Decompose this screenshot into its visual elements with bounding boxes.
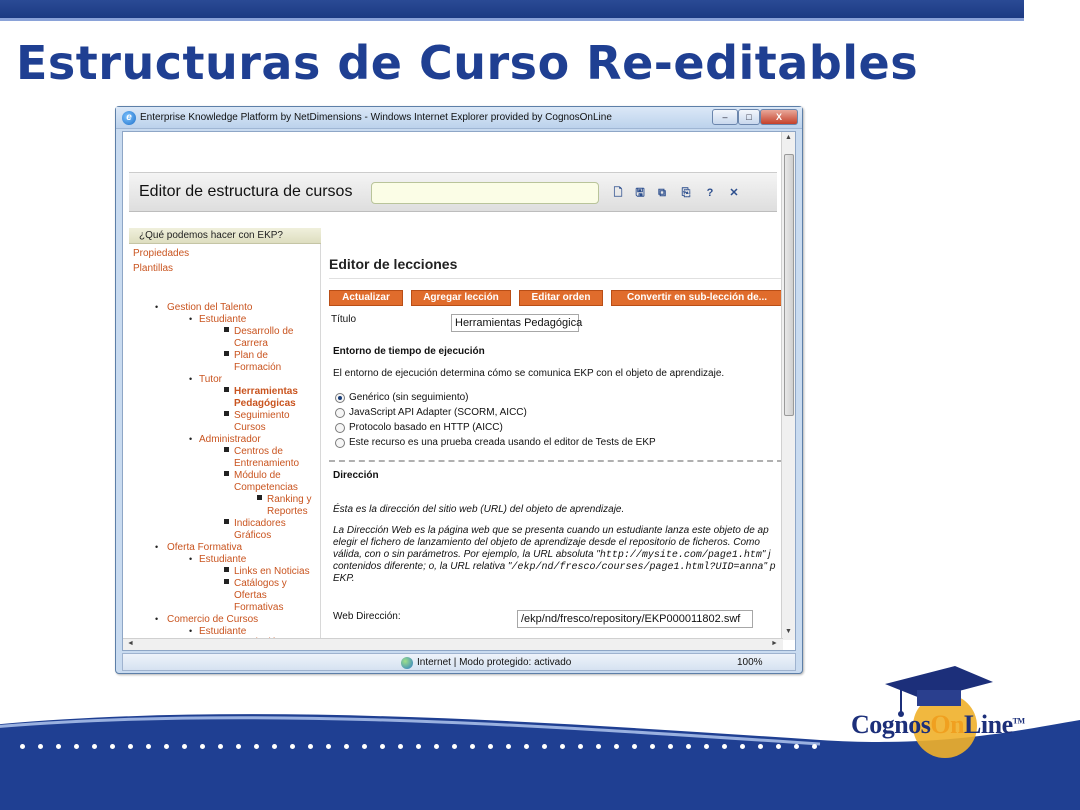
direccion-paragraph-line5: EKP. — [333, 573, 355, 584]
tree-square — [224, 351, 229, 356]
tree-item-gestion[interactable]: Gestion del Talento — [167, 302, 253, 313]
tree-item-comercio[interactable]: Comercio de Cursos — [167, 614, 259, 625]
slide-title: Estructuras de Curso Re-editables — [16, 36, 919, 90]
dot — [776, 744, 781, 749]
para-4a: contenidos diferente; o, la URL relativa " — [333, 561, 512, 572]
agregar-leccion-button[interactable]: Agregar lección — [411, 290, 511, 306]
dot — [110, 744, 115, 749]
direccion-paragraph-line2: elegir el fichero de lanzamiento del objeto de aprendizaje desde el repositorio de ficheros. Como — [333, 537, 760, 548]
radio-http-label: Protocolo basado en HTTP (AICC) — [349, 422, 503, 433]
logo-text-on: On — [930, 710, 965, 739]
dot — [740, 744, 745, 749]
tree-item-modulo[interactable]: Módulo de — [234, 470, 281, 481]
sidebar-tab[interactable]: ¿Qué podemos hacer con EKP? — [129, 228, 321, 244]
top-banner-stripe — [0, 18, 1024, 21]
dot — [182, 744, 187, 749]
tree-bullet: • — [189, 374, 193, 384]
browser-window — [115, 106, 803, 674]
dot — [56, 744, 61, 749]
editor-toolbar — [129, 172, 777, 212]
status-text: Internet | Modo protegido: activado — [417, 657, 572, 668]
direccion-description: Ésta es la dirección del sitio web (URL) del objeto de aprendizaje. — [333, 504, 625, 515]
dot — [272, 744, 277, 749]
radio-test-label: Este recurso es una prueba creada usando el editor de Tests de EKP — [349, 437, 656, 448]
editor-title: Editor de estructura de cursos — [139, 183, 353, 200]
logo-text — [851, 710, 1025, 740]
tree-item-seguimiento[interactable]: Seguimiento — [234, 410, 290, 421]
tree-square — [224, 387, 229, 392]
para-3a: válida, con o sin parámetros. Por ejemplo, la URL absoluta " — [333, 549, 600, 560]
dot — [254, 744, 259, 749]
tree-square — [224, 579, 229, 584]
tree-item-centros[interactable]: Centros de — [234, 446, 283, 457]
dot — [614, 744, 619, 749]
tree-item-plan-2[interactable]: Formación — [234, 362, 282, 373]
maximize-button[interactable]: □ — [738, 109, 760, 125]
tree-item-catalogos-2[interactable]: Ofertas — [234, 590, 267, 601]
tree-square — [224, 471, 229, 476]
tree-bullet: • — [189, 554, 193, 564]
tree-item-seguimiento-2[interactable]: Cursos — [234, 422, 266, 433]
dot — [524, 744, 529, 749]
dot — [92, 744, 97, 749]
dot — [488, 744, 493, 749]
lesson-editor-title: Editor de lecciones — [329, 256, 458, 272]
actualizar-button[interactable]: Actualizar — [329, 290, 403, 306]
entorno-heading: Entorno de tiempo de ejecución — [333, 346, 485, 357]
horizontal-scrollbar[interactable] — [123, 638, 783, 650]
cognosonline-logo — [845, 660, 1024, 768]
web-direccion-label: Web Dirección: — [333, 611, 401, 622]
tree-item-tutor[interactable]: Tutor — [199, 374, 222, 385]
tree-item-ranking-2[interactable]: Reportes — [267, 506, 308, 517]
dot — [146, 744, 151, 749]
tree-square — [257, 495, 262, 500]
dot — [200, 744, 205, 749]
dot — [470, 744, 475, 749]
radio-generico[interactable] — [335, 393, 345, 403]
tree-square — [224, 411, 229, 416]
radio-http[interactable] — [335, 423, 345, 433]
dot — [74, 744, 79, 749]
tree-item-administrador[interactable]: Administrador — [199, 434, 261, 445]
close-icon[interactable]: ✕ — [729, 187, 739, 199]
dot — [398, 744, 403, 749]
dot — [506, 744, 511, 749]
scrollbar-thumb[interactable] — [784, 154, 794, 416]
copy-icon[interactable]: ⧉ — [658, 187, 666, 199]
dot — [758, 744, 763, 749]
help-icon[interactable]: ? — [706, 187, 714, 199]
example-relative-url: /ekp/nd/fresco/courses/page1.html?UID=anna — [511, 562, 764, 573]
new-icon[interactable]: 🗋 — [613, 187, 623, 199]
dot — [218, 744, 223, 749]
dot — [650, 744, 655, 749]
status-bar — [122, 653, 796, 671]
window-title: Enterprise Knowledge Platform by NetDimensions - Windows Internet Explorer provided by CognosOnLine — [140, 112, 612, 123]
vertical-scrollbar[interactable] — [781, 132, 795, 640]
dot — [362, 744, 367, 749]
para-3c: " j — [761, 549, 771, 560]
dot — [560, 744, 565, 749]
dot — [164, 744, 169, 749]
lesson-editor-panel — [329, 228, 783, 640]
direccion-paragraph-line1: La Dirección Web es la página web que se presenta cuando un estudiante lanza este objeto de ap — [333, 525, 769, 536]
entorno-description: El entorno de ejecución determina cómo se comunica EKP con el objeto de aprendizaje. — [333, 368, 725, 379]
window-titlebar — [116, 107, 802, 129]
tree-bullet: • — [155, 302, 159, 312]
dot — [668, 744, 673, 749]
divider — [329, 278, 783, 279]
tree-item-indicadores-2[interactable]: Gráficos — [234, 530, 272, 541]
tree-square — [224, 447, 229, 452]
scroll-up-icon[interactable]: ▲ — [785, 134, 792, 141]
close-button[interactable]: X — [760, 109, 798, 125]
top-banner — [0, 0, 1024, 18]
zoom-level[interactable]: 100% — [737, 657, 763, 668]
scroll-right-icon[interactable]: ► — [771, 640, 778, 647]
tree-item-indicadores[interactable]: Indicadores — [234, 518, 286, 529]
editar-orden-button[interactable]: Editar orden — [519, 290, 603, 306]
dot — [326, 744, 331, 749]
save-icon[interactable]: 🖫 — [635, 187, 645, 199]
tree-item-plan[interactable]: Plan de — [234, 350, 268, 361]
logo-tm: TM — [1012, 716, 1025, 726]
tree-item-estudiante-3[interactable]: Estudiante — [199, 626, 247, 637]
tree-bullet: • — [189, 434, 193, 444]
dot — [290, 744, 295, 749]
dot — [686, 744, 691, 749]
dot — [434, 744, 439, 749]
dot — [416, 744, 421, 749]
tree-item-estudiante[interactable]: Estudiante — [199, 314, 247, 325]
tree-item-herramientas-2[interactable]: Pedagógicas — [234, 398, 296, 409]
page-content — [122, 131, 796, 651]
dot — [578, 744, 583, 749]
dot — [452, 744, 457, 749]
sidebar-link-propiedades[interactable]: Propiedades — [133, 248, 190, 259]
tree-item-centros-2[interactable]: Entrenamiento — [234, 458, 300, 469]
radio-javascript-api[interactable] — [335, 408, 345, 418]
tree-bullet: • — [189, 314, 193, 324]
logo-text-cognos: Cognos — [851, 710, 931, 739]
scroll-down-icon[interactable]: ▼ — [785, 628, 792, 635]
tree-item-catalogos[interactable]: Catálogos y — [234, 578, 287, 589]
ie-icon: e — [122, 111, 136, 125]
convertir-sublección-button[interactable]: Convertir en sub-lección de... — [611, 290, 783, 306]
structure-name-input[interactable] — [371, 182, 599, 204]
tree-item-ranking[interactable]: Ranking y — [267, 494, 312, 505]
web-direccion-input[interactable]: /ekp/nd/fresco/repository/EKP000011802.swf — [517, 610, 753, 628]
tree-item-links[interactable]: Links en Noticias — [234, 566, 310, 577]
dot — [236, 744, 241, 749]
tree-item-estudiante-2[interactable]: Estudiante — [199, 554, 247, 565]
dot — [632, 744, 637, 749]
dot — [812, 744, 817, 749]
dot — [542, 744, 547, 749]
dot — [38, 744, 43, 749]
tree-square — [224, 327, 229, 332]
tree-bullet: • — [155, 614, 159, 624]
radio-javascript-api-label: JavaScript API Adapter (SCORM, AICC) — [349, 407, 527, 418]
dot — [794, 744, 799, 749]
dot — [128, 744, 133, 749]
direccion-heading: Dirección — [333, 470, 379, 481]
radio-test[interactable] — [335, 438, 345, 448]
tree-item-herramientas[interactable]: Herramientas — [234, 386, 298, 397]
tree-item-modulo-2[interactable]: Competencias — [234, 482, 298, 493]
tree-item-desarrollo-2[interactable]: Carrera — [234, 338, 268, 349]
sidebar — [129, 228, 321, 640]
dot — [380, 744, 385, 749]
titulo-input[interactable]: Herramientas Pedagógica — [451, 314, 579, 332]
dot — [308, 744, 313, 749]
radio-generico-label: Genérico (sin seguimiento) — [349, 392, 469, 403]
titulo-label: Título — [331, 314, 357, 325]
paste-icon[interactable]: ⎘ — [681, 187, 691, 199]
para-4c: " p — [763, 561, 776, 572]
example-absolute-url: http://mysite.com/page1.htm — [599, 550, 762, 561]
sidebar-link-plantillas[interactable]: Plantillas — [133, 263, 174, 274]
dot — [722, 744, 727, 749]
minimize-button[interactable]: – — [712, 109, 738, 125]
scroll-left-icon[interactable]: ◄ — [127, 640, 134, 647]
tree-bullet: • — [155, 542, 159, 552]
direccion-paragraph-line4 — [333, 561, 775, 573]
tree-item-catalogos-3[interactable]: Formativas — [234, 602, 284, 613]
dot — [20, 744, 25, 749]
dot — [704, 744, 709, 749]
direccion-paragraph-line3 — [333, 549, 770, 561]
tree-item-desarrollo[interactable]: Desarrollo de — [234, 326, 294, 337]
tree-bullet: • — [189, 626, 193, 636]
tree-item-oferta[interactable]: Oferta Formativa — [167, 542, 243, 553]
dot — [344, 744, 349, 749]
tree-square — [224, 519, 229, 524]
dot — [596, 744, 601, 749]
globe-icon — [401, 657, 413, 669]
bottom-dots — [20, 744, 817, 749]
tree-square — [224, 567, 229, 572]
dashed-divider — [329, 460, 783, 462]
logo-text-line: Line — [964, 710, 1013, 739]
